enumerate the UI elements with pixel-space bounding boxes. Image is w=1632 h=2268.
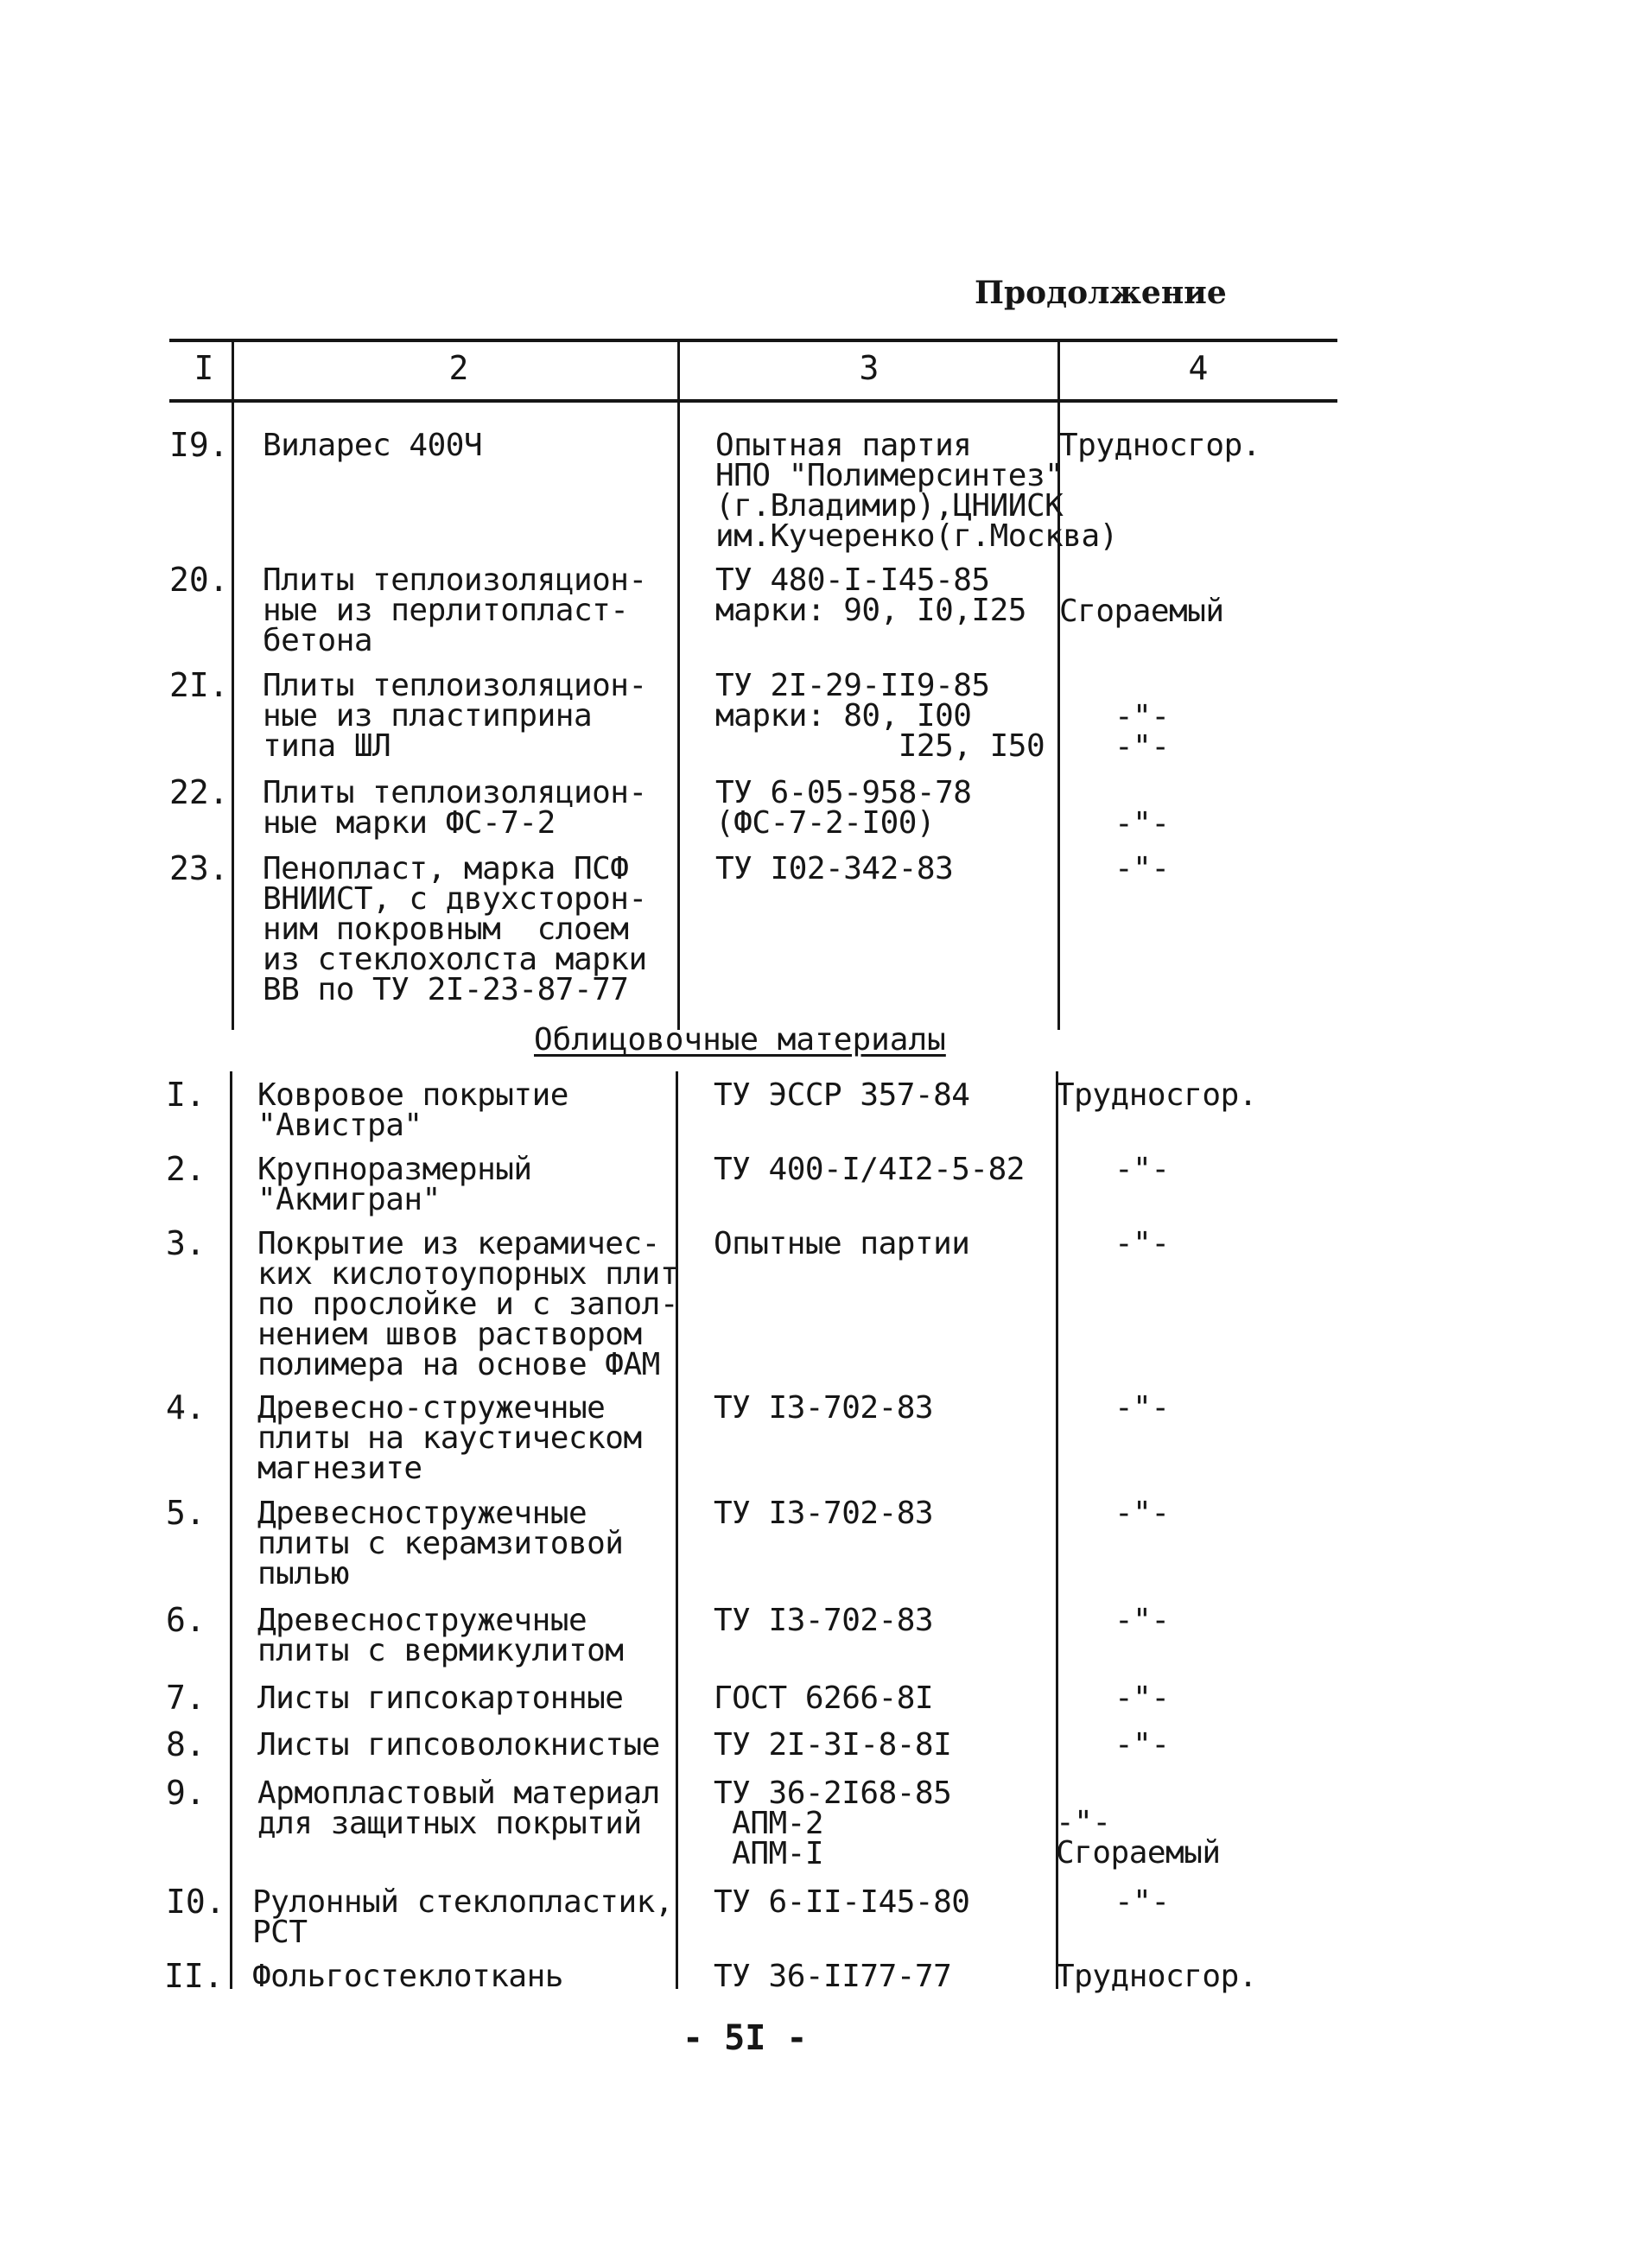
specification: ТУ 36-2I68-85 АПМ-2 АПМ-I bbox=[714, 1776, 952, 1871]
specification: ТУ 36-II77-77 bbox=[714, 1959, 952, 1994]
row-number: 6. bbox=[166, 1601, 206, 1639]
material-name: Виларес 400Ч bbox=[263, 428, 483, 463]
specification: ГОСТ 6266-8I bbox=[714, 1680, 934, 1716]
row-number: 2I. bbox=[169, 666, 229, 704]
row-number: II. bbox=[164, 1957, 224, 1995]
specification: Опытная партия НПО "Полимерсинтез" (г.Владимир),ЦНИИСК им.Кучеренко(г.Москва) bbox=[715, 428, 1118, 554]
flammability-group: -"- Сгораемый bbox=[1056, 1805, 1221, 1871]
header-bottom-rule bbox=[169, 399, 1337, 403]
column-rule-2 bbox=[677, 339, 680, 1030]
material-name: Древесностружечные плиты с керамзитовой пылью bbox=[257, 1496, 624, 1591]
specification: ТУ 6-05-958-78 (ФС-7-2-I00) bbox=[715, 775, 972, 841]
page-number: - 5I - bbox=[683, 2018, 808, 2058]
specification: ТУ 400-I/4I2-5-82 bbox=[714, 1152, 1025, 1187]
row-number: 9. bbox=[166, 1774, 206, 1812]
flammability-group: Трудносгор. bbox=[1056, 1959, 1257, 1994]
row-number: 4. bbox=[166, 1388, 206, 1426]
specification: ТУ 2I-29-II9-85 марки: 80, I00 I25, I50 bbox=[715, 668, 1045, 764]
specification: ТУ 6-II-I45-80 bbox=[714, 1884, 970, 1920]
material-name: Плиты теплоизоляцион- ные из перлитопласт- бетона bbox=[263, 562, 647, 658]
row-number: 3. bbox=[166, 1224, 206, 1262]
flammability-group: -"- bbox=[1114, 1603, 1170, 1638]
specification: ТУ I02-342-83 bbox=[715, 851, 954, 886]
row-number: 5. bbox=[166, 1494, 206, 1532]
row-number: 2. bbox=[166, 1150, 206, 1188]
flammability-group: Сгораемый bbox=[1059, 594, 1224, 629]
row-number: I0. bbox=[166, 1883, 225, 1921]
material-name: Рулонный стеклопластик, РСТ bbox=[252, 1884, 673, 1950]
column-rule-2-lower bbox=[676, 1071, 678, 1989]
material-name: Пенопласт, марка ПСФ ВНИИСТ, с двухсторон- ним покровным слоем из стеклохолста марки ВВ по ТУ 2I-23-87-77 bbox=[263, 851, 647, 1007]
material-name: Плиты теплоизоляцион- ные из пластиприна типа ШЛ bbox=[263, 668, 647, 764]
material-name: Древесно-стружечные плиты на каустическом магнезите bbox=[257, 1390, 642, 1486]
material-name: Ковровое покрытие "Авистра" bbox=[257, 1077, 568, 1143]
flammability-group: -"- bbox=[1114, 1680, 1170, 1716]
row-number: 7. bbox=[166, 1679, 206, 1717]
material-name: Фольгостеклоткань bbox=[252, 1959, 563, 1994]
material-name: Покрытие из керамичес- ких кислотоупорных плит по прослойке и с запол- нением швов раствором полимера на основе ФАМ bbox=[257, 1226, 678, 1382]
specification: ТУ 2I-3I-8-8I bbox=[714, 1727, 952, 1763]
column-header-1: I bbox=[194, 349, 214, 387]
flammability-group: -"- bbox=[1114, 1390, 1170, 1426]
continuation-label: Продолжение bbox=[975, 275, 1227, 311]
material-name: Листы гипсокартонные bbox=[257, 1680, 624, 1716]
row-number: I9. bbox=[169, 426, 229, 464]
flammability-group: -"- bbox=[1114, 1496, 1170, 1531]
column-rule-1 bbox=[232, 339, 234, 1030]
specification: ТУ 480-I-I45-85 марки: 90, I0,I25 bbox=[715, 562, 1026, 628]
row-number: 23. bbox=[169, 849, 229, 887]
flammability-group: Трудносгор. bbox=[1056, 1077, 1257, 1113]
table-top-rule bbox=[169, 339, 1337, 342]
material-name: Древесностружечные плиты с вермикулитом bbox=[257, 1603, 624, 1668]
row-number: 22. bbox=[169, 773, 229, 811]
flammability-group: -"- bbox=[1114, 1727, 1170, 1763]
specification: ТУ I3-702-83 bbox=[714, 1390, 934, 1426]
row-number: 8. bbox=[166, 1725, 206, 1763]
flammability-group: -"- bbox=[1114, 1226, 1170, 1261]
material-name: Листы гипсоволокнистые bbox=[257, 1727, 660, 1763]
specification: ТУ I3-702-83 bbox=[714, 1603, 934, 1638]
flammability-group: -"- bbox=[1114, 1884, 1170, 1920]
flammability-group: -"- -"- bbox=[1114, 699, 1170, 765]
section-title: Облицовочные материалы bbox=[534, 1022, 946, 1058]
column-header-4: 4 bbox=[1188, 349, 1209, 387]
flammability-group: Трудносгор. bbox=[1059, 428, 1261, 463]
row-number: 20. bbox=[169, 561, 229, 599]
specification: Опытные партии bbox=[714, 1226, 970, 1261]
flammability-group: -"- bbox=[1114, 1152, 1170, 1187]
column-header-2: 2 bbox=[448, 349, 469, 387]
flammability-group: -"- bbox=[1114, 806, 1170, 842]
row-number: I. bbox=[166, 1076, 206, 1114]
column-rule-1-lower bbox=[230, 1071, 232, 1989]
material-name: Крупноразмерный "Акмигран" bbox=[257, 1152, 532, 1217]
flammability-group: -"- bbox=[1114, 851, 1170, 886]
material-name: Армопластовый материал для защитных покрытий bbox=[257, 1776, 660, 1841]
specification: ТУ I3-702-83 bbox=[714, 1496, 934, 1531]
column-header-3: 3 bbox=[859, 349, 880, 387]
specification: ТУ ЭССР 357-84 bbox=[714, 1077, 970, 1113]
material-name: Плиты теплоизоляцион- ные марки ФС-7-2 bbox=[263, 775, 647, 841]
